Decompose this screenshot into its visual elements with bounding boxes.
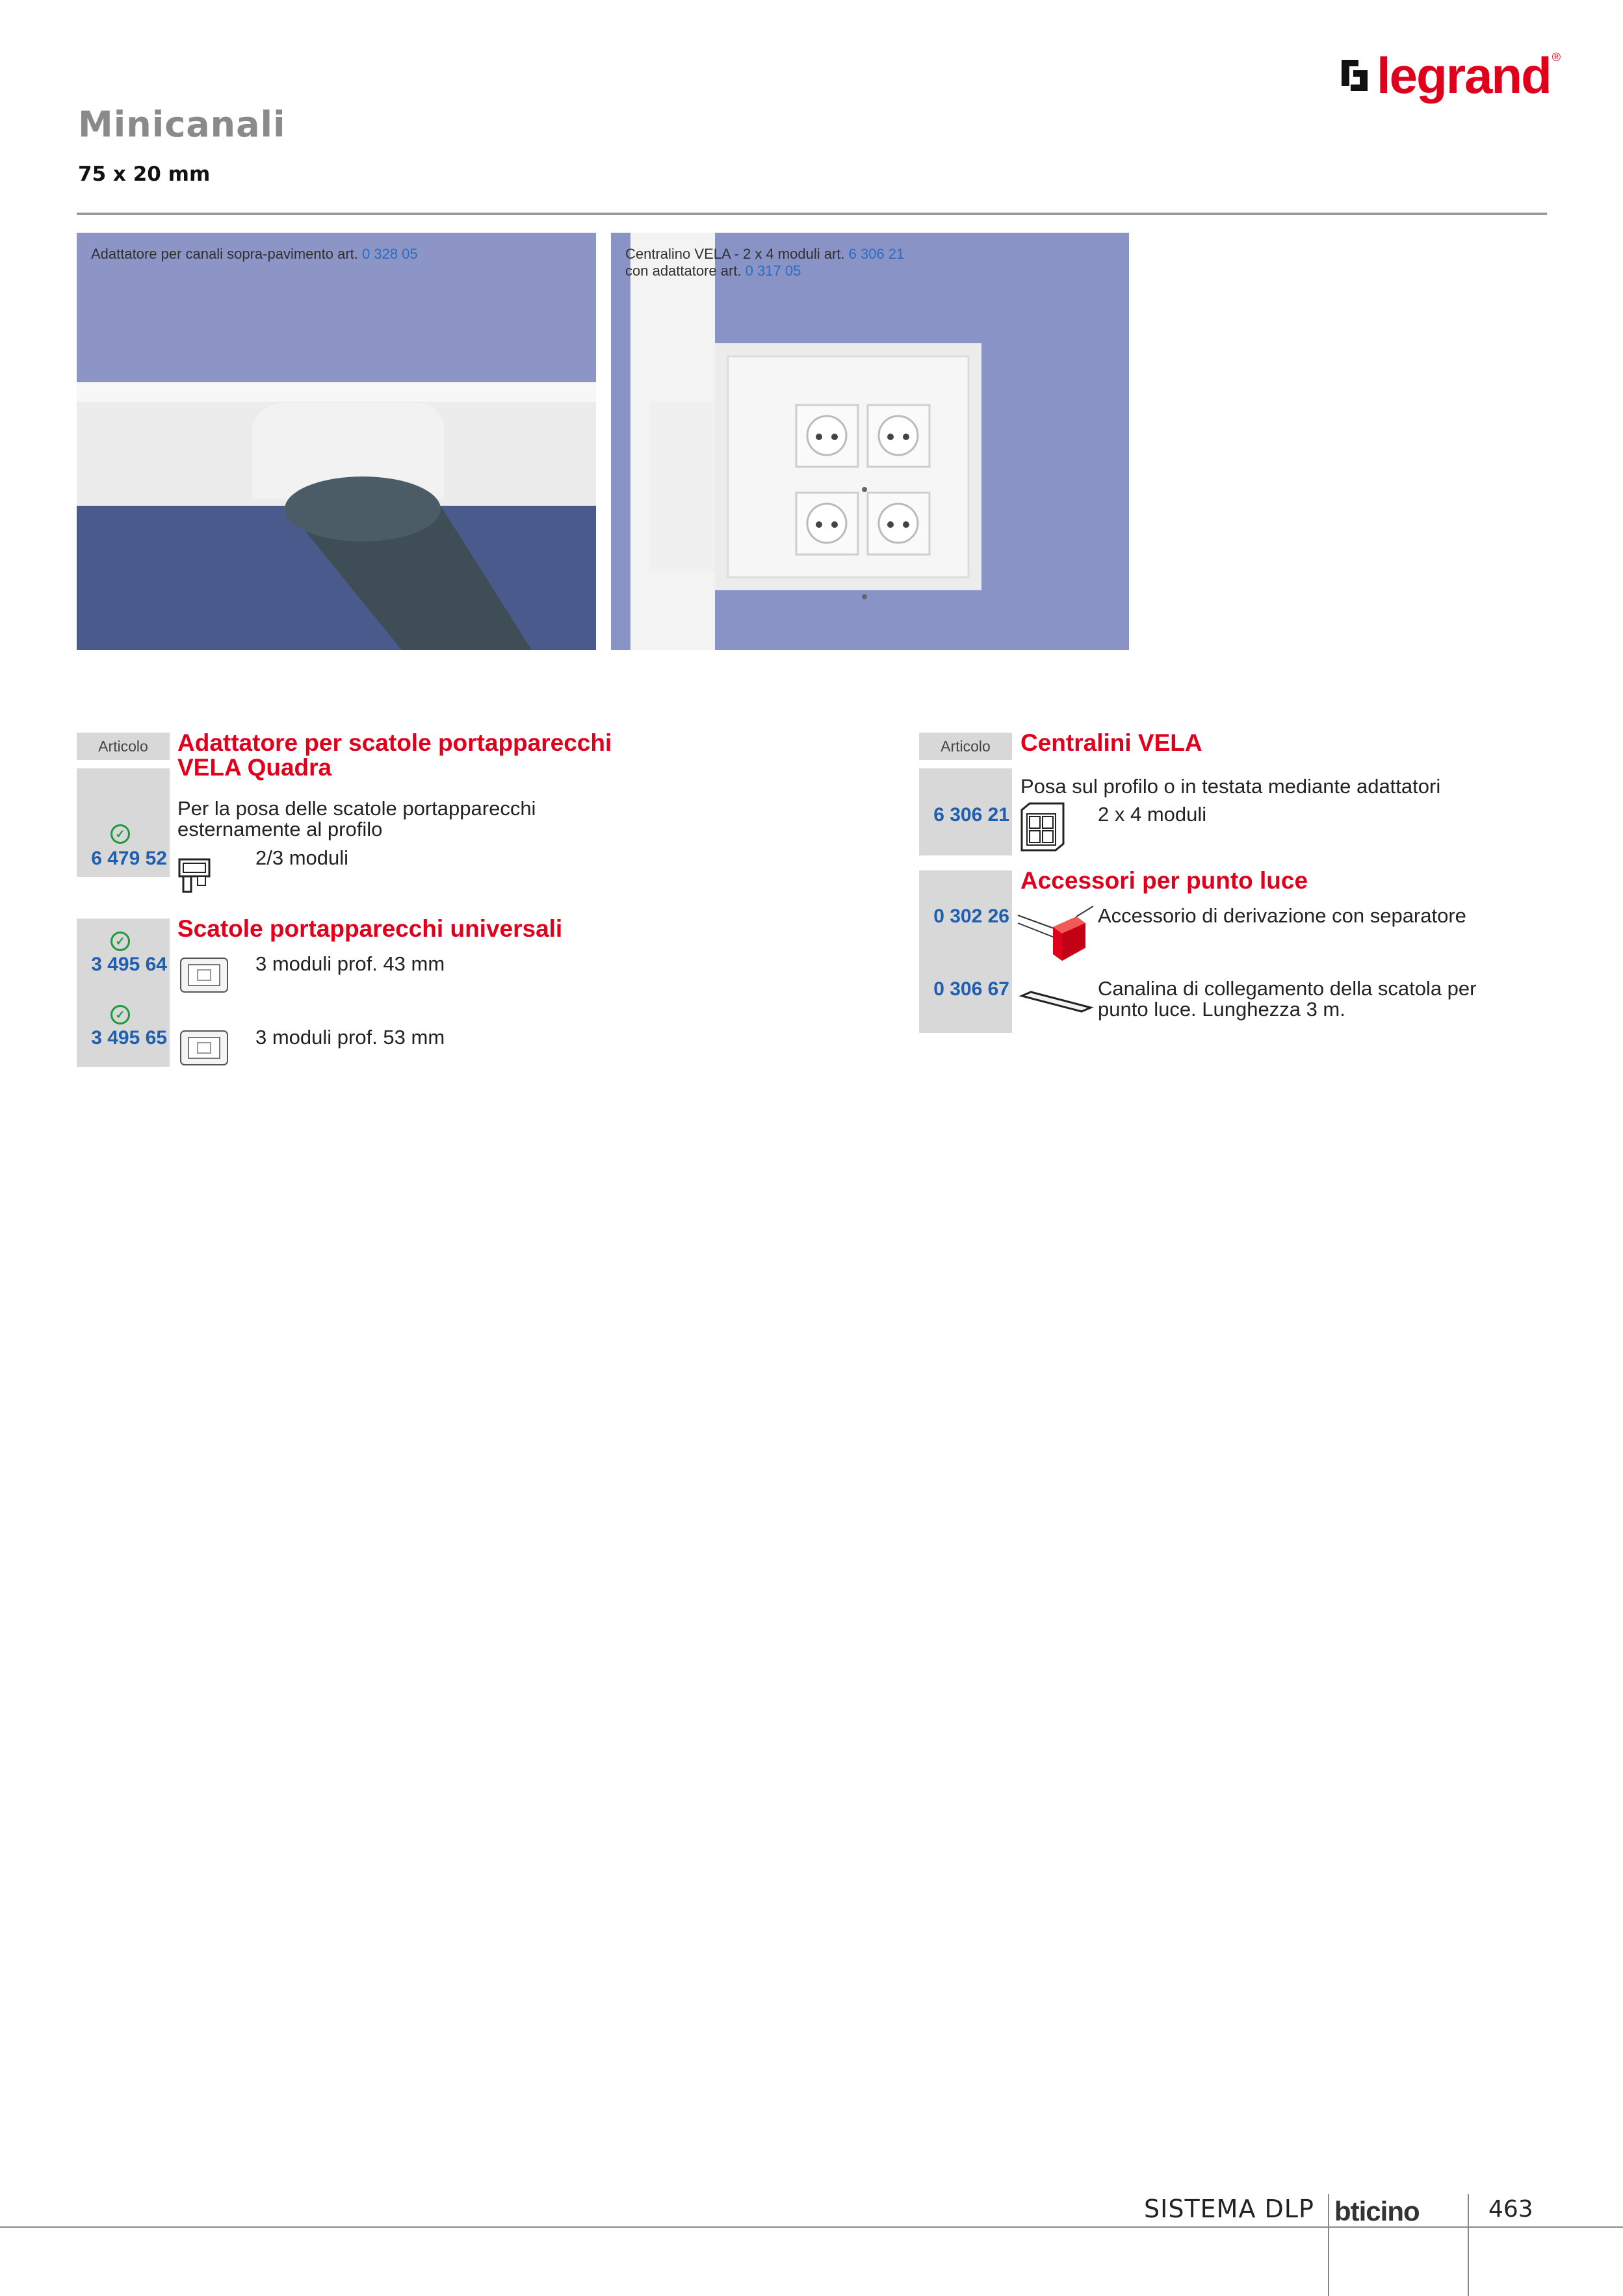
article-code: 6 479 52 <box>91 848 167 869</box>
footer-separator <box>1468 2194 1469 2296</box>
legrand-logo <box>1339 47 1561 104</box>
photo1-caption: Adattatore per canali sopra-pavimento art. 0 328 05 <box>91 246 418 262</box>
eco-icon: ✓ <box>110 932 130 951</box>
item-label: 3 moduli prof. 53 mm <box>255 1026 445 1049</box>
item-label: Accessorio di derivazione con separatore <box>1098 904 1466 927</box>
universal-box-icon <box>178 956 230 995</box>
article-code: 3 495 64 <box>91 954 167 975</box>
photo2-ref2: 0 317 05 <box>745 263 801 279</box>
header-divider <box>77 213 1547 215</box>
vela-centralino-icon <box>1018 801 1066 852</box>
connection-channel-icon <box>1018 988 1095 1014</box>
floor-adapter-illustration <box>77 233 596 650</box>
photo2-ref1: 6 306 21 <box>848 246 905 262</box>
eco-icon: ✓ <box>110 824 130 844</box>
registered-mark: ® <box>1552 51 1561 64</box>
articolo-header-right: Articolo <box>919 733 1012 760</box>
item-label: Canalina di collegamento della scatola per punto luce. Lunghezza 3 m. <box>1098 977 1477 1021</box>
photo-vela-centralino <box>611 233 1129 650</box>
vela-centralino-illustration <box>611 233 1129 650</box>
section-title: Scatole portapparecchi universali <box>177 915 563 942</box>
code-cell-bg <box>919 870 1012 1033</box>
page-title: Minicanali <box>78 104 286 145</box>
article-code: 3 495 65 <box>91 1027 167 1049</box>
eco-icon: ✓ <box>110 1005 130 1024</box>
item-label: 2/3 moduli <box>255 846 349 869</box>
photo-floor-adapter <box>77 233 596 650</box>
page-number: 463 <box>1488 2196 1533 2223</box>
vela-adapter-icon <box>174 855 214 893</box>
photo1-ref: 0 328 05 <box>362 246 418 262</box>
page-subtitle: 75 x 20 mm <box>78 163 211 186</box>
section-title: Centralini VELA <box>1020 729 1202 756</box>
universal-box-icon <box>178 1028 230 1067</box>
article-code: 6 306 21 <box>933 804 1009 826</box>
footer-separator <box>1328 2194 1329 2296</box>
bticino-logo: bticino <box>1334 2196 1420 2226</box>
legrand-logo-mark <box>1339 57 1370 94</box>
section-title: Accessori per punto luce <box>1020 867 1308 894</box>
article-code: 0 302 26 <box>933 906 1009 927</box>
item-label: 2 x 4 moduli <box>1098 803 1207 826</box>
brand-name: legrand <box>1377 47 1551 104</box>
section-description: Per la posa delle scatole portapparecchi esternamente al profilo <box>177 797 536 841</box>
article-code: 0 306 67 <box>933 978 1009 1000</box>
derivation-accessory-icon <box>1015 901 1093 972</box>
articolo-header-left: Articolo <box>77 733 170 760</box>
footer-system-name: SISTEMA DLP <box>1144 2195 1314 2223</box>
section-description: Posa sul profilo o in testata mediante adattatori <box>1020 775 1441 798</box>
photo2-caption: Centralino VELA - 2 x 4 moduli art. 6 306 21 con adattatore art. 0 317 05 <box>625 246 905 279</box>
item-label: 3 moduli prof. 43 mm <box>255 952 445 975</box>
section-title: Adattatore per scatole portapparecchi VELA Quadra <box>177 729 612 781</box>
